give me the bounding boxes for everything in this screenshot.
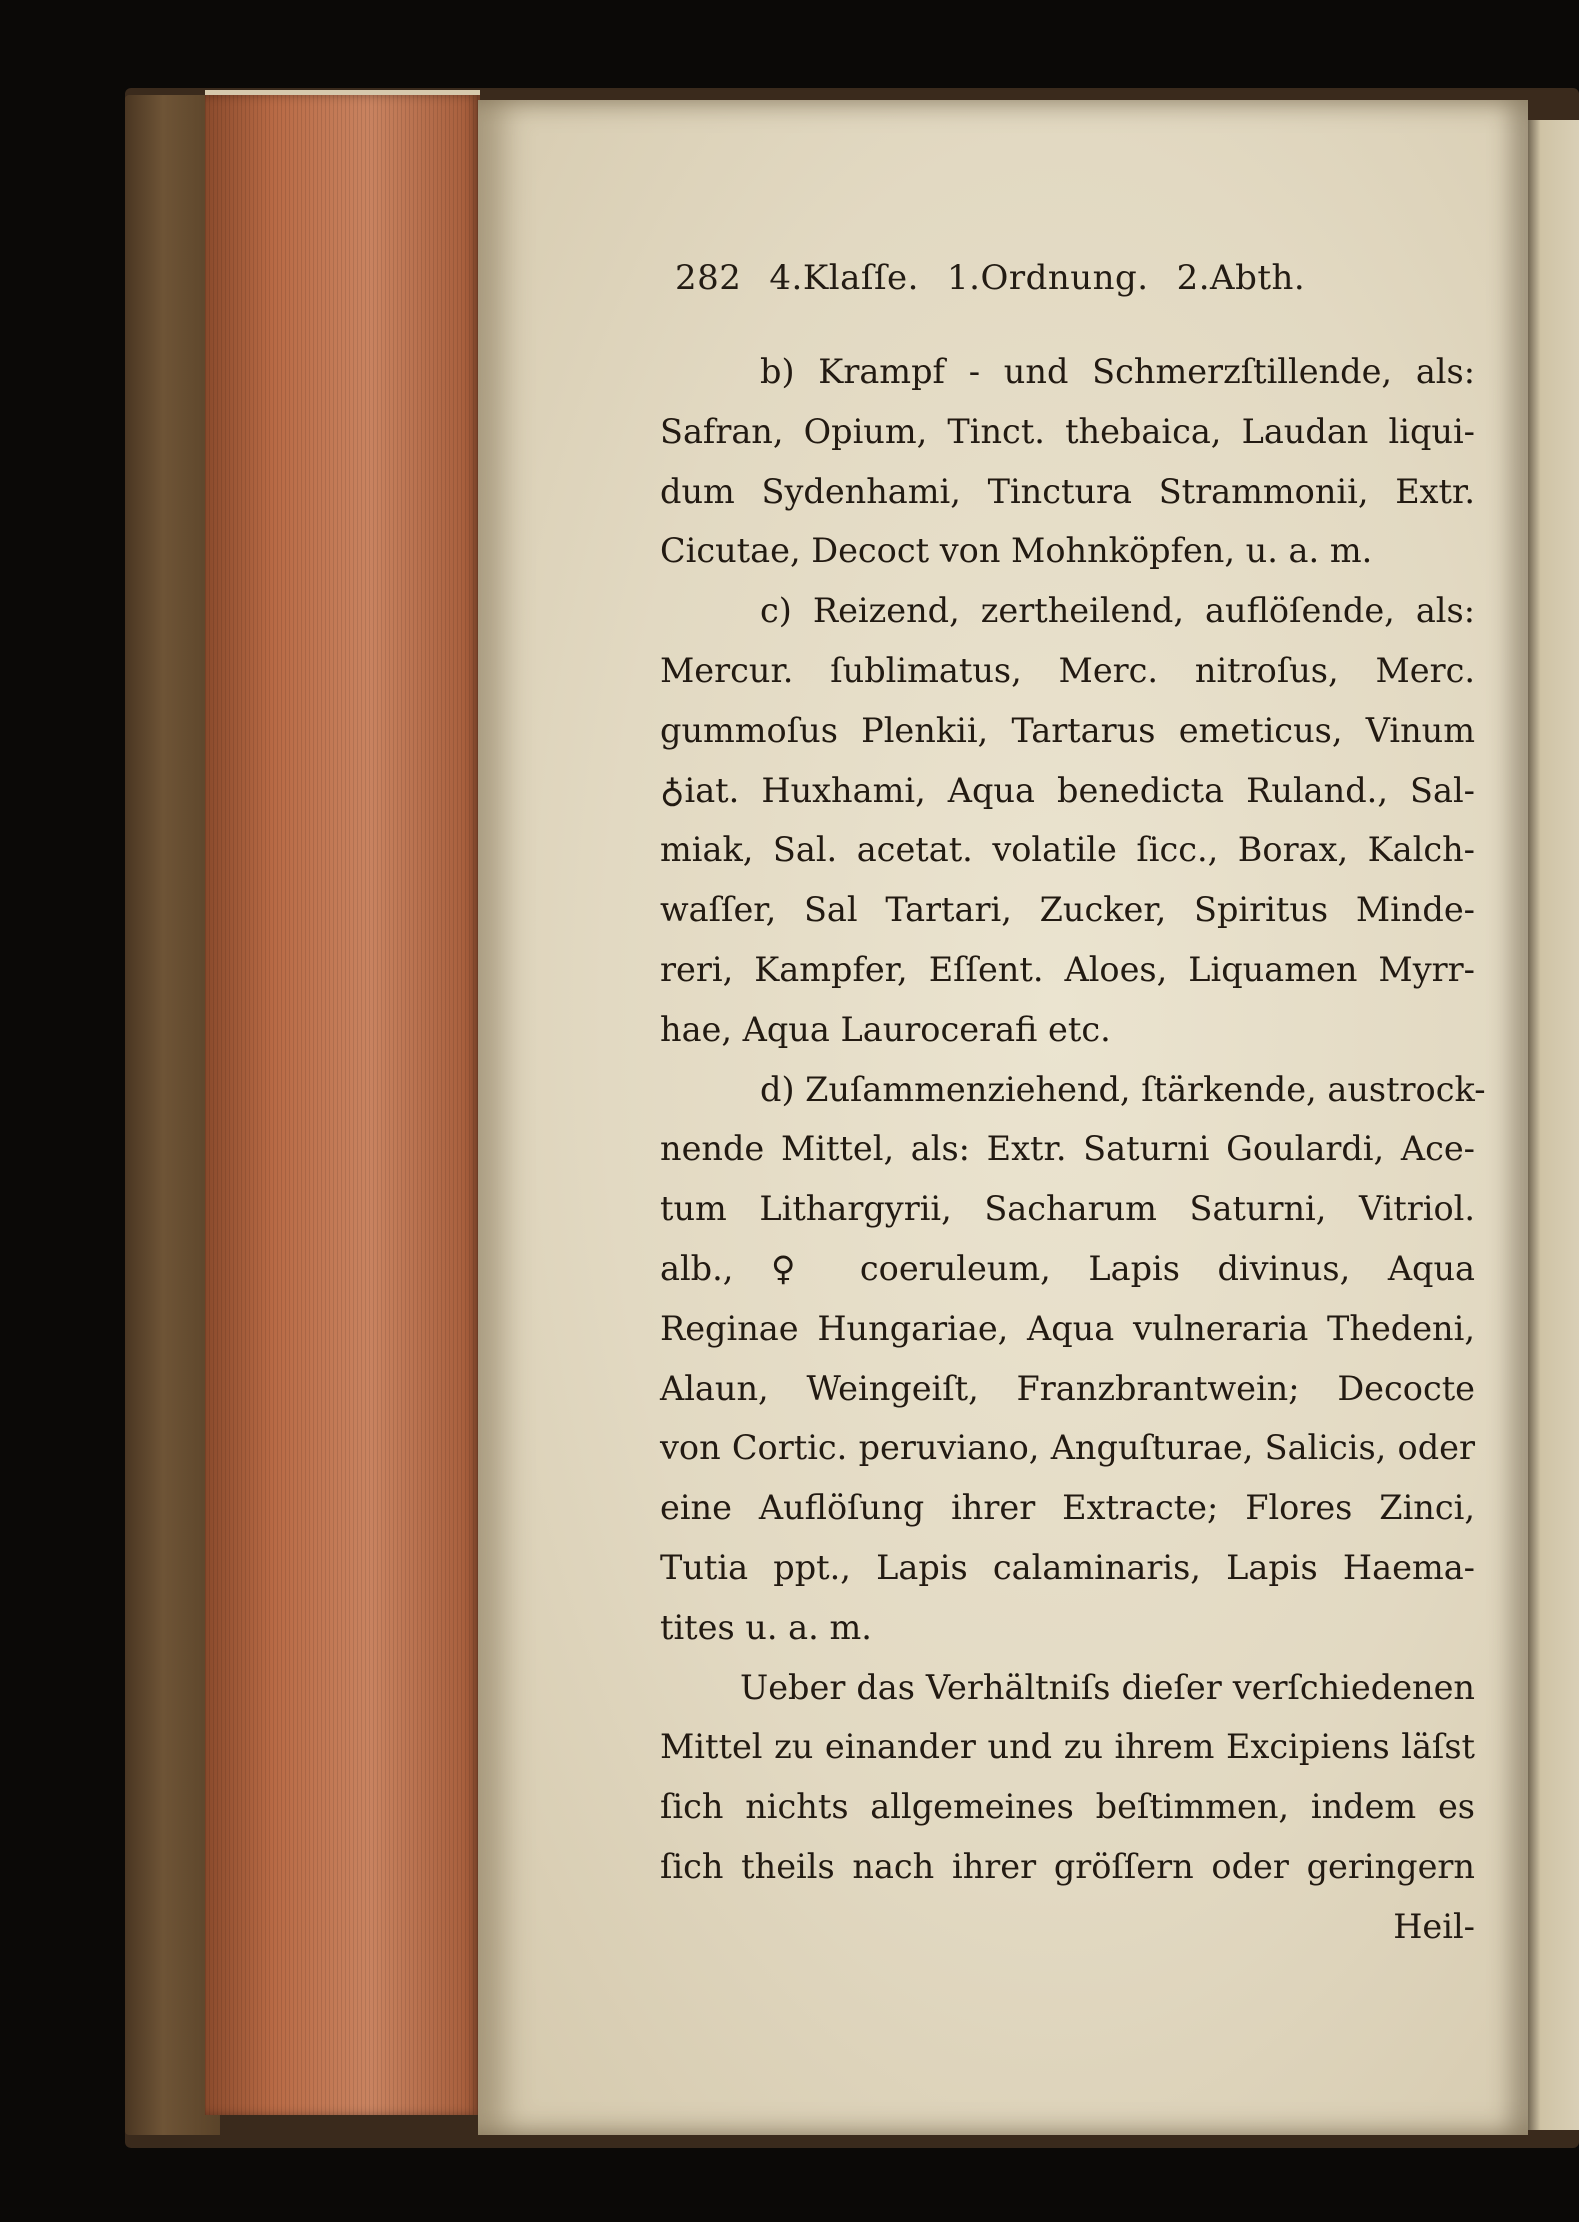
text-line: b) Krampf - und Schmerzſtillende, als: xyxy=(760,352,1475,391)
text-line: Mittel zu einander und zu ihrem Excipiens läſst xyxy=(660,1727,1475,1767)
text-line: eine Auflöſung ihrer Extracte; Flores Zinci, xyxy=(660,1488,1475,1528)
page-number: 282 xyxy=(675,258,742,298)
text-line: c) Reizend, zertheilend, auflöſende, als: xyxy=(760,591,1475,631)
text-line: tum Lithargyrii, Sacharum Saturni, Vitriol. xyxy=(660,1189,1475,1229)
text-line: gummoſus Plenkii, Tartarus emeticus, Vinum xyxy=(660,710,1475,750)
text-line: ♁iat. Huxhami, Aqua benedicta Ruland., Sal- xyxy=(660,770,1475,810)
text-line: Ueber das Verhältniſs dieſer verſchiedenen xyxy=(740,1667,1475,1707)
text-line: d) Zuſammenziehend, ſtärkende, austrock- xyxy=(760,1069,1486,1109)
text-line: hae, Aqua Laurocerafi etc. xyxy=(660,1009,1111,1049)
text-line: reri, Kampfer, Eſſent. Aloes, Liquamen Myrr- xyxy=(660,949,1475,989)
text-line: tites u. a. m. xyxy=(660,1607,872,1647)
text-line: ſich theils nach ihrer gröſſern oder geringern xyxy=(660,1846,1475,1886)
text-line: miak, Sal. acetat. volatile ſicc., Borax, Kalch- xyxy=(660,830,1475,870)
running-header xyxy=(675,258,1435,308)
text-line: Tutia ppt., Lapis calaminaris, Lapis Haema- xyxy=(660,1547,1475,1587)
text-line: ſich nichts allgemeines beſtimmen, indem es xyxy=(660,1787,1475,1827)
text-line: Safran, Opium, Tinct. thebaica, Laudan liqui- xyxy=(660,411,1475,451)
text-line: alb., ♀ coeruleum, Lapis divinus, Aqua xyxy=(660,1248,1475,1288)
class-label: 4.Klaſſe. xyxy=(769,258,919,298)
body-text xyxy=(660,342,1486,1957)
page-block-edges xyxy=(205,95,480,2115)
catchword: Heil- xyxy=(1393,1906,1475,1946)
text-line: Mercur. ſublimatus, Merc. nitroſus, Merc. xyxy=(660,650,1475,690)
order-label: 1.Ordnung. xyxy=(947,258,1149,298)
text-line: waſſer, Sal Tartari, Zucker, Spiritus Minde- xyxy=(660,890,1475,930)
text-line: Reginae Hungariae, Aqua vulneraria Thedeni, xyxy=(660,1308,1475,1348)
facing-page-edge xyxy=(1520,120,1579,2130)
section-label: 2.Abth. xyxy=(1176,258,1306,298)
text-line: dum Sydenhami, Tinctura Strammonii, Extr. xyxy=(660,471,1475,511)
text-line: von Cortic. peruviano, Anguſturae, Salicis, oder xyxy=(660,1428,1475,1468)
text-line: Cicutae, Decoct von Mohnköpfen, u. a. m. xyxy=(660,531,1373,571)
text-line: Alaun, Weingeiſt, Franzbrantwein; Decocte xyxy=(660,1368,1475,1408)
text-line: nende Mittel, als: Extr. Saturni Goulardi, Ace- xyxy=(660,1129,1475,1169)
